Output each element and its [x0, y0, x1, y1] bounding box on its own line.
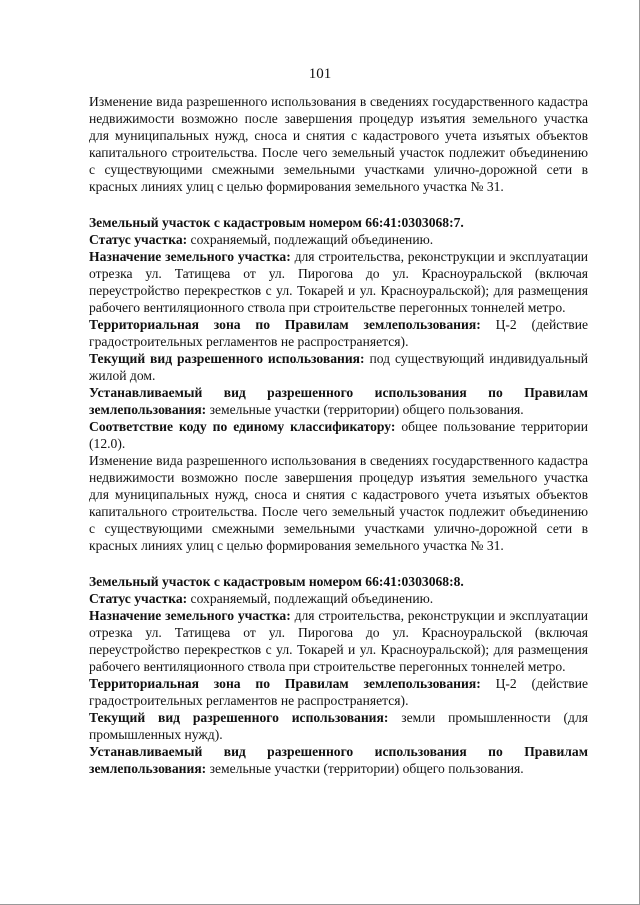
status-value: сохраняемый, подлежащий объединению.	[187, 232, 434, 247]
zone-label: Территориальная зона по Правилам землепользования:	[89, 676, 481, 691]
zone-value: Ц-2 (действие градостроительных регламентов не распространяется).	[89, 676, 589, 708]
parcel-section-2	[89, 573, 588, 777]
zone-line	[89, 675, 588, 709]
current-use-label: Текущий вид разрешенного использования:	[89, 710, 389, 725]
purpose-value: для строительства, реконструкции и эксплуатации отрезка ул. Татищева от ул. Пирогова до ул. Красноуральской (включая переустройство перекрестков с ул. Токарей и ул. Красноуральской); для размещения рабочего вентиляционного ствола при строительстве перегонных тоннелей метро.	[89, 249, 588, 315]
established-use-line	[89, 384, 588, 418]
zone-value: Ц-2 (действие градостроительных регламентов не распространяется).	[89, 317, 589, 349]
zone-label: Территориальная зона по Правилам землепользования:	[89, 317, 481, 332]
purpose-label: Назначение земельного участка:	[89, 249, 291, 264]
intro-paragraph: Изменение вида разрешенного использования в сведениях государственного кадастра недвижимости возможно после завершения процедур изъятия земельного участка для муниципальных нужд, сноса и снятия с кадастрового учета изъятых объектов капитального строительства. После чего земельный участок подлежит объединению с существующими смежными земельными участками улично-дорожной сети в красных линиях улиц с целью формирования земельного участка № 31.	[89, 94, 588, 194]
classifier-line	[89, 418, 588, 452]
page-number: 101	[308, 66, 332, 82]
document-body	[89, 93, 588, 777]
established-use-value: земельные участки (территории) общего пользования.	[206, 761, 524, 776]
classifier-label: Соответствие коду по единому классификатору:	[89, 419, 396, 434]
established-use-label: Устанавливаемый вид разрешенного использования по Правилам землепользования:	[89, 385, 588, 417]
current-use-line	[89, 350, 588, 384]
status-line	[89, 231, 588, 248]
purpose-line	[89, 607, 588, 675]
status-label: Статус участка:	[89, 232, 188, 247]
parcel-section-1	[89, 214, 588, 554]
established-use-value: земельные участки (территории) общего пользования.	[206, 402, 524, 417]
current-use-value: земли промышленности (для промышленных нужд).	[89, 710, 588, 742]
status-label: Статус участка:	[89, 591, 188, 606]
purpose-label: Назначение земельного участка:	[89, 608, 291, 623]
classifier-value: общее пользование территории (12.0).	[89, 419, 588, 451]
purpose-line	[89, 248, 588, 316]
change-paragraph: Изменение вида разрешенного использования в сведениях государственного кадастра недвижимости возможно после завершения процедур изъятия земельного участка для муниципальных нужд, сноса и снятия с кадастрового учета изъятых объектов капитального строительства. После чего земельный участок подлежит объединению с существующими смежными земельными участками улично-дорожной сети в красных линиях улиц с целью формирования земельного участка № 31.	[89, 453, 588, 553]
parcel-heading: Земельный участок с кадастровым номером 66:41:0303068:7.	[89, 215, 464, 230]
status-line	[89, 590, 588, 607]
established-use-line	[89, 743, 588, 777]
current-use-value: под существующий индивидуальный жилой дом.	[89, 351, 589, 383]
purpose-value: для строительства, реконструкции и эксплуатации отрезка ул. Татищева от ул. Пирогова до ул. Красноуральской (включая переустройство перекрестков с ул. Токарей и ул. Красноуральской); для размещения рабочего вентиляционного ствола при строительстве перегонных тоннелей метро.	[89, 608, 588, 674]
established-use-label: Устанавливаемый вид разрешенного использования по Правилам землепользования:	[89, 744, 588, 776]
status-value: сохраняемый, подлежащий объединению.	[187, 591, 434, 606]
zone-line	[89, 316, 588, 350]
current-use-label: Текущий вид разрешенного использования:	[89, 351, 365, 366]
current-use-line	[89, 709, 588, 743]
parcel-heading: Земельный участок с кадастровым номером 66:41:0303068:8.	[89, 574, 464, 589]
